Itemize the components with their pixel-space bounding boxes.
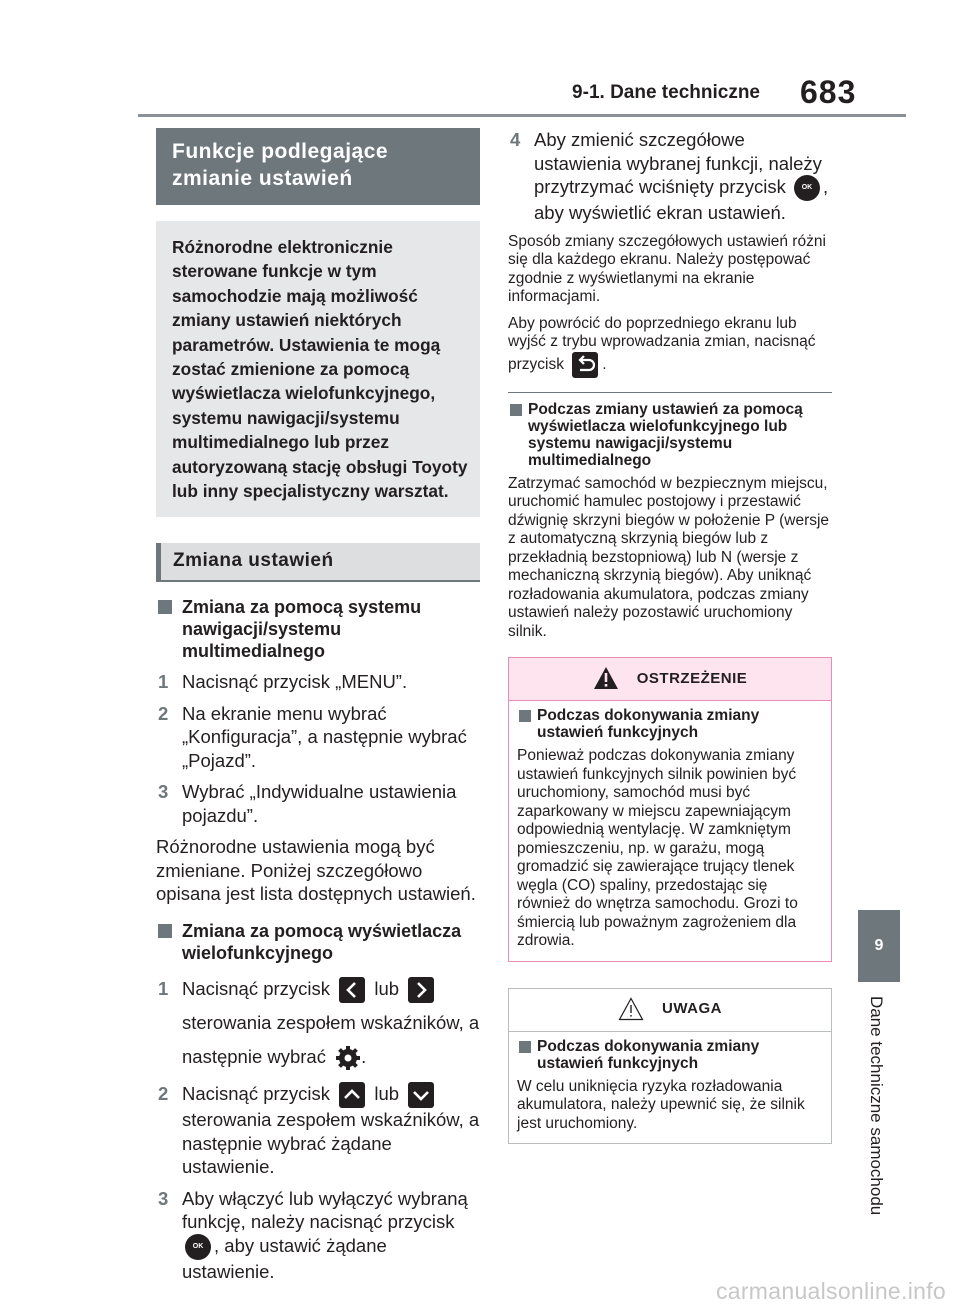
caution-body bbox=[509, 1032, 831, 1144]
step-number: 3 bbox=[158, 1187, 169, 1209]
subheading-stop: Podczas zmiany ustawień za pomocą wyświetlacza wielofunkcyjnego lub systemu nawigacji/systemu multimedialnego bbox=[508, 401, 832, 469]
step bbox=[156, 702, 480, 773]
warning-heading: Podczas dokonywania zmiany ustawień funkcyjnych bbox=[517, 707, 823, 741]
step-body bbox=[182, 1082, 480, 1179]
step-text: Nacisnąć przycisk bbox=[182, 977, 331, 999]
warning-body bbox=[509, 701, 831, 961]
step bbox=[156, 670, 480, 694]
step-text: Na ekranie menu wybrać „Konfiguracja”, a następnie wybrać „Pojazd”. bbox=[182, 702, 467, 771]
step-text: sterowania zespołem wskaźników, a następnie wybrać żądane ustawienie. bbox=[182, 1109, 480, 1178]
step-text: Aby zmienić szczegółowe ustawienia wybranej funkcji, należy przytrzymać wciśnięty przycisk bbox=[534, 129, 822, 197]
page-header-section: 9-1. Dane techniczne bbox=[572, 82, 760, 103]
chapter-title-text: Dane techniczne samochodu bbox=[867, 996, 886, 1216]
left-column bbox=[156, 128, 480, 1283]
chevron-left-icon bbox=[339, 977, 365, 1003]
watermark: carmanualsonline.info bbox=[715, 1278, 946, 1304]
warning-text: Ponieważ podczas dokonywania zmiany ustawień funkcyjnych silnik powinien być uruchomiony, samochód musi być zaparkowany w miejscu zapewniającym odpowiednią wentylację. W zamkniętym pomieszczeniu, np. w garażu, mogą gromadzić się zawierające trujący tlenek węgla (CO) spaliny, przedostając się również do wnętrza samochodu. Grozi to śmiercią lub poważnym zagrożeniem dla zdrowia. bbox=[517, 747, 798, 950]
step-body bbox=[182, 1187, 480, 1284]
step bbox=[156, 1082, 480, 1179]
step-text: Wybrać „Indywidualne ustawienia pojazdu”. bbox=[182, 781, 457, 826]
step-number: 2 bbox=[158, 702, 169, 724]
caution-heading: Podczas dokonywania zmiany ustawień funkcyjnych bbox=[517, 1038, 823, 1072]
step-text: , aby ustawić żądane ustawienie. bbox=[182, 1234, 387, 1282]
step-text: , aby wyświetlić ekran ustawień. bbox=[534, 176, 829, 224]
step-body bbox=[534, 128, 832, 225]
step-text: . bbox=[361, 1045, 367, 1067]
note-text: . bbox=[602, 355, 607, 373]
step-number: 2 bbox=[158, 1082, 169, 1104]
chapter-title bbox=[866, 996, 888, 1256]
divider bbox=[508, 392, 832, 393]
chapter-tab: 9 bbox=[858, 910, 900, 982]
back-arrow-icon bbox=[572, 352, 598, 378]
ok-button-icon: OK bbox=[794, 175, 820, 201]
step-text: lub bbox=[374, 1082, 400, 1104]
gear-icon bbox=[335, 1045, 361, 1071]
page-number: 683 bbox=[800, 74, 857, 110]
step bbox=[156, 780, 480, 827]
step-number: 4 bbox=[510, 129, 521, 150]
warning-box bbox=[508, 657, 832, 962]
chevron-up-icon bbox=[339, 1082, 365, 1108]
chevron-down-icon bbox=[408, 1082, 434, 1108]
step-number: 1 bbox=[158, 977, 169, 999]
step bbox=[508, 128, 832, 225]
step bbox=[156, 972, 480, 1074]
caution-box bbox=[508, 988, 832, 1145]
intro-box: Różnorodne elektronicznie sterowane funkcje w tym samochodzie mają możliwość zmiany ustawień niektórych parametrów. Ustawienia te mogą zostać zmienione za pomocą wyświetlacza wielofunkcyjnego, systemu nawigacji/systemu multimedialnego lub przez autoryzowaną stację obsługi Toyoty lub inny specjalistyczny warsztat. bbox=[156, 221, 480, 517]
step-number: 1 bbox=[158, 671, 169, 693]
subheading-navigation: Zmiana za pomocą systemu nawigacji/systemu multimedialnego bbox=[156, 596, 480, 662]
caution-text: W celu uniknięcia ryzyka rozładowania akumulatora, należy upewnić się, że silnik jest uruchomiony. bbox=[517, 1077, 805, 1132]
paragraph: Różnorodne ustawienia mogą być zmieniane. Poniżej szczegółowo opisana jest lista dostępnych ustawień. bbox=[156, 836, 476, 905]
step-number: 3 bbox=[158, 781, 169, 803]
note-text: Aby powrócić do poprzedniego ekranu lub wyjść z trybu wprowadzania zmian, nacisnąć przycisk bbox=[508, 314, 816, 373]
section-title-box: Funkcje podlegające zmianie ustawień bbox=[156, 128, 480, 205]
step-text: lub bbox=[374, 977, 400, 999]
subsection-title: Zmiana ustawień bbox=[156, 543, 480, 582]
note-paragraph: Sposób zmiany szczegółowych ustawień różni się dla każdego ekranu. Należy postępować zgodnie z wyświetlanymi na ekranie informacjami. bbox=[508, 232, 826, 306]
warning-triangle-icon bbox=[618, 997, 644, 1021]
right-column bbox=[508, 128, 832, 1144]
warning-header bbox=[509, 658, 831, 701]
caution-label: UWAGA bbox=[662, 1000, 722, 1018]
caution-header bbox=[509, 989, 831, 1032]
step-text: Aby włączyć lub wyłączyć wybraną funkcję, należy nacisnąć przycisk bbox=[182, 1187, 468, 1233]
ok-button-icon: OK bbox=[185, 1234, 211, 1260]
subheading-display: Zmiana za pomocą wyświetlacza wielofunkcyjnego bbox=[156, 920, 480, 964]
chevron-right-icon bbox=[408, 977, 434, 1003]
step-text: Nacisnąć przycisk „MENU”. bbox=[182, 671, 408, 693]
note-paragraph bbox=[508, 315, 832, 378]
step-text: Nacisnąć przycisk bbox=[182, 1082, 331, 1104]
step-text: sterowania zespołem wskaźników, a następnie wybrać bbox=[182, 1011, 480, 1067]
step bbox=[156, 1187, 480, 1284]
step-body bbox=[182, 972, 480, 1074]
paragraph: Zatrzymać samochód w bezpiecznym miejscu, uruchomić hamulec postojowy i przestawić dźwignię skrzyni biegów w położenie P (wersje z automatyczną skrzynią biegów lub z przekładnią bezstopniową) lub N (wersje z mechaniczną skrzynią biegów). Aby uniknąć rozładowania akumulatora, podczas zmiany ustawień należy pozostawić uruchomiony silnik. bbox=[508, 474, 830, 640]
warning-triangle-icon bbox=[593, 666, 619, 690]
header-rule bbox=[138, 114, 906, 117]
warning-label: OSTRZEŻENIE bbox=[636, 669, 748, 687]
